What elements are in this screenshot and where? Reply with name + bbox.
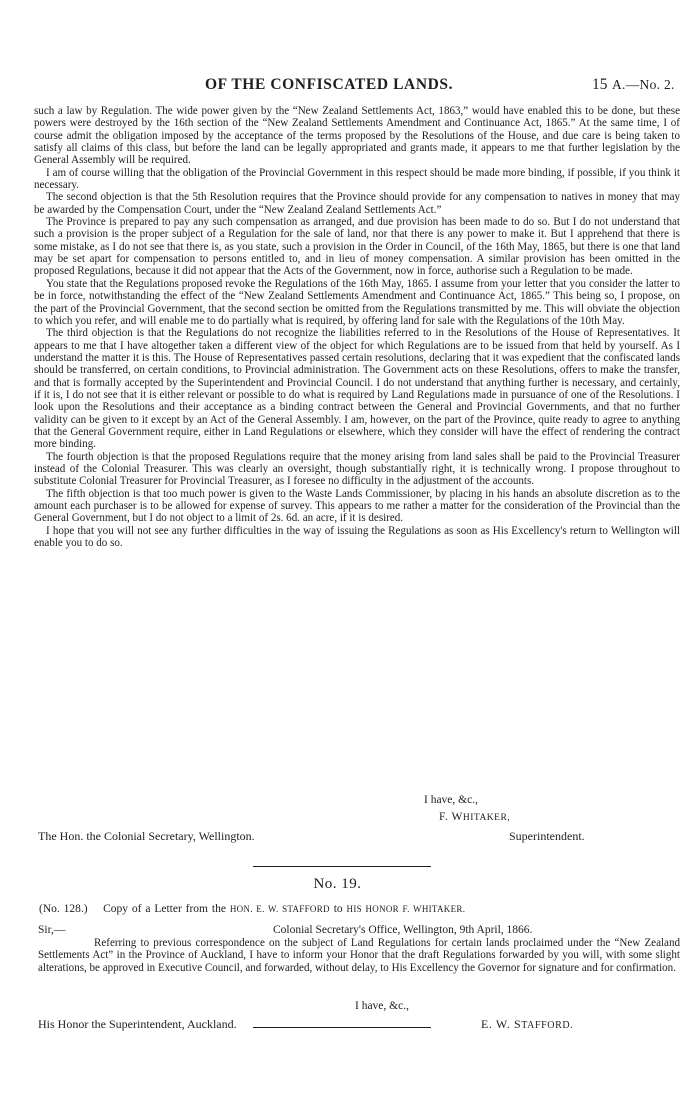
addressee: The Hon. the Colonial Secretary, Wellington.: [38, 829, 255, 843]
letter-paragraph: The fifth objection is that too much power is given to the Waste Lands Commissioner, by placing in his hands an absolute discretion as to the amount each purchaser is to be allowed for expense of survey. This appears to me rather a matter for the consideration of the Provincial than the General Government, but I do not object to a limit of 2s. 6d. an acre, if it is desired.: [34, 487, 680, 525]
salutation: Sir,—: [38, 924, 66, 936]
section-divider: [253, 866, 431, 867]
letter-paragraph: The Province is prepared to pay any such compensation as arranged, and due provision has been made to do so. But I do not understand that such a provision is the proper subject of a Regulation for the sale of land, nor that there is any power to make it. But I apprehend that there is some mistake, as I do not see that there is, as you state, such a provision in the Order in Council, of the 16th May, 1865, but there is one that land may be set apart for compensation to persons entitled to, and in lieu of money compensation. A similar provision has been omitted in the proposed Regulations, because it did not appear that the Acts of the Government, now in force, authorise such a Regulation to be made.: [34, 216, 680, 278]
signature-surname: TAFFORD.: [521, 1020, 574, 1031]
closing-phrase: I have, &c.,: [424, 794, 478, 806]
page-header: [0, 76, 700, 98]
letter-heading: [39, 903, 465, 915]
addressee: His Honor the Superintendent, Auckland.: [38, 1017, 237, 1031]
signature-initial: E. W. S: [481, 1017, 522, 1031]
heading-text: Copy of a Letter from the: [103, 903, 226, 915]
heading-from: HON. E. W. STAFFORD: [229, 904, 330, 914]
heading-to: HIS HONOR F. WHITAKER.: [346, 904, 466, 914]
letter-closing: [0, 794, 700, 854]
letter-paragraph: Referring to previous correspondence on the subject of Land Regulations for certain lands proclaimed under the “New Zealand Settlements Act” in the Province of Auckland, I have to inform your Honor that the draft Regulations forwarded by you will, with some slight alterations, be approved in Executive Council, and forwarded, without delay, to His Excellency the Governor for signature and for confirmation.: [38, 937, 680, 974]
letter-body: [34, 105, 680, 549]
signature-initial: F. W: [439, 811, 463, 823]
document-number: No. 19.: [313, 876, 362, 892]
letter-paragraph: The third objection is that the Regulations do not recognize the liabilities referred to in the Resolutions of the House of Representatives. It appears to me that I have altogether taken a different view of the object for which Regulations are to be issued from that held by yourself. As I understand the matter it is this. The House of Representatives passed certain resolutions, declaring that it was expedient that the confiscated lands should be transferred, on certain conditions, to Provincial administration. The Government acts on these Resolutions, offers to make the transfer, and that is formally accepted by the Superintendent and Provincial Council. I do not understand that anything further is necessary, and certainly, if it is, I do not see that it is either relevant or possible to do what is required by Land Regulations made in pursuance of one of the Resolutions. I look upon the Resolutions and their acceptance as a binding contract between the General and Provincial Governments, and that no further validity can be given to it except by an Act of the General Assembly. I am, however, on the part of the Province, quite ready to agree to anything that the General Government require, either in Land Regulations or elsewhere, which they consider will have the effect of rendering the contract more binding.: [34, 327, 680, 451]
signatory-role: Superintendent.: [509, 829, 585, 843]
section-divider: [253, 1027, 431, 1028]
letter-paragraph: You state that the Regulations proposed revoke the Regulations of the 16th May, 1865. I assume from your letter that you consider the latter to be in force, notwithstanding the effect of the “New Zealand Settlements Amendment and Continuance Act, 1865.” This being so, I propose, on the part of the Provincial Government, that the second section be omitted from the Regulations transmitted by me. This will obviate the objection to which you refer, and will enable me to do partially what is required, by offering land for sale with the Regulations of the 10th May.: [34, 277, 680, 327]
signature-surname: HITAKER,: [462, 813, 511, 823]
letter-paragraph: The fourth objection is that the proposed Regulations require that the money arising from land sales shall be paid to the Provincial Treasurer instead of the Colonial Treasurer. This was clearly an oversight, though substantially right, it is technically wrong. I propose throughout to substitute Colonial Treasurer for Provincial Treasurer, as I foresee no difficulty in the adjustment of the accounts.: [34, 450, 680, 488]
letter-paragraph: I am of course willing that the obligation of the Provincial Government in this respect should be made more binding, if possible, if you think it necessary.: [34, 166, 680, 192]
letter-paragraph: such a law by Regulation. The wide power given by the “New Zealand Settlements Act, 1863,” would have enabled this to be done, but these powers were destroyed by the 16th section of the “New Zealand Settlements Amendment and Continuance Act, 1865.” At the same time, I of course admit the obligation imposed by the acceptance of the terms proposed by the Resolutions of the House, and due care is being taken to satisfy all claims of this class, but before the land can be legally appropriated and grants made, it appears to me that further legislation by the General Assembly will be required.: [34, 105, 680, 167]
second-letter-body: [38, 937, 680, 974]
closing-phrase: I have, &c.,: [355, 1000, 409, 1012]
letter-paragraph: The second objection is that the 5th Resolution requires that the Province should provide for any compensation to natives in money that may be awarded by the Compensation Court, under the “New Zealand Zealand Settlements Act.”: [34, 191, 680, 216]
signature: [481, 1017, 573, 1032]
running-title: OF THE CONFISCATED LANDS.: [205, 76, 454, 93]
office-date: Colonial Secretary's Office, Wellington, 9th April, 1866.: [273, 924, 533, 936]
signature: [439, 811, 510, 823]
letter-ref-number: (No. 128.): [39, 903, 88, 915]
paper-reference: A.—No. 2.: [612, 77, 675, 92]
letter-paragraph: I hope that you will not see any further difficulties in the way of issuing the Regulations as soon as His Excellency's return to Wellington will enable you to do so.: [34, 524, 680, 550]
page-number: 15: [592, 76, 608, 93]
heading-to-word: to: [333, 903, 343, 915]
